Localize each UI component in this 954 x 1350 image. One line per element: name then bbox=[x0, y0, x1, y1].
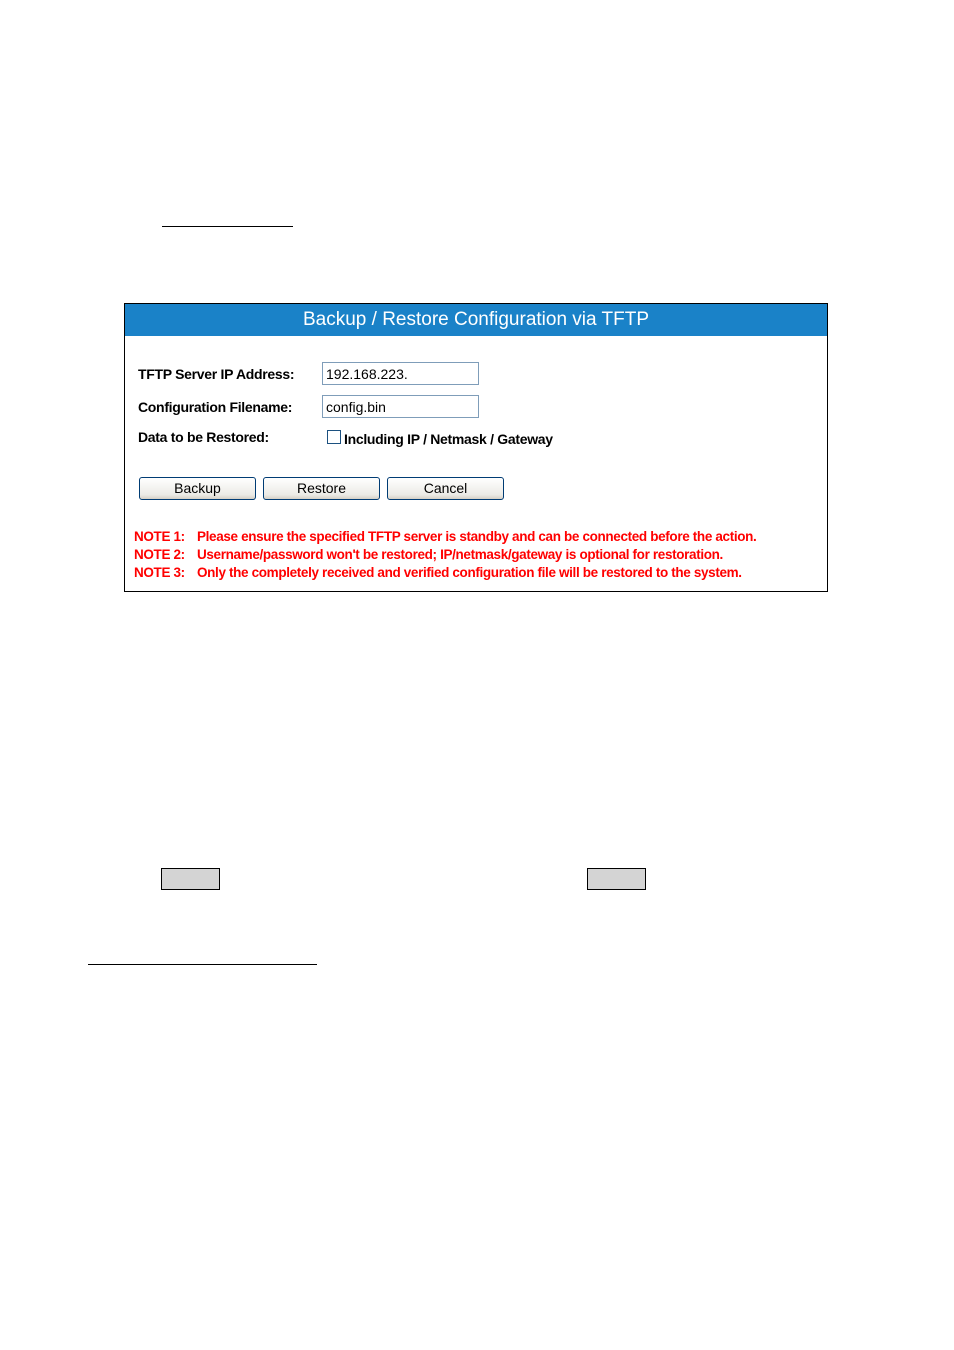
note-1-tag: NOTE 1: bbox=[134, 529, 185, 544]
tftp-server-ip-label: TFTP Server IP Address: bbox=[138, 366, 295, 382]
tftp-server-ip-input[interactable] bbox=[322, 362, 479, 385]
note-3 bbox=[134, 565, 742, 580]
note-2-tag: NOTE 2: bbox=[134, 547, 185, 562]
underline-rule bbox=[88, 964, 317, 965]
panel-title: Backup / Restore Configuration via TFTP bbox=[125, 304, 827, 336]
including-ip-netmask-gateway-label[interactable]: Including IP / Netmask / Gateway bbox=[344, 431, 553, 447]
note-1-text: Please ensure the specified TFTP server is standby and can be connected before the action. bbox=[197, 529, 757, 544]
note-3-text: Only the completely received and verified configuration file will be restored to the system. bbox=[197, 565, 742, 580]
tftp-backup-restore-panel bbox=[124, 303, 828, 592]
configuration-filename-input[interactable] bbox=[322, 395, 479, 418]
data-to-be-restored-label: Data to be Restored: bbox=[138, 429, 269, 445]
gray-button-box bbox=[587, 868, 646, 890]
configuration-filename-label: Configuration Filename: bbox=[138, 399, 293, 415]
note-2 bbox=[134, 547, 723, 562]
note-3-tag: NOTE 3: bbox=[134, 565, 185, 580]
backup-button[interactable]: Backup bbox=[139, 477, 256, 500]
gray-button-box bbox=[161, 868, 220, 890]
note-1 bbox=[134, 529, 756, 544]
cancel-button[interactable]: Cancel bbox=[387, 477, 504, 500]
restore-button[interactable]: Restore bbox=[263, 477, 380, 500]
underline-rule bbox=[162, 226, 293, 227]
note-2-text: Username/password won't be restored; IP/netmask/gateway is optional for restoration. bbox=[197, 547, 723, 562]
including-ip-netmask-gateway-checkbox[interactable] bbox=[327, 430, 341, 444]
